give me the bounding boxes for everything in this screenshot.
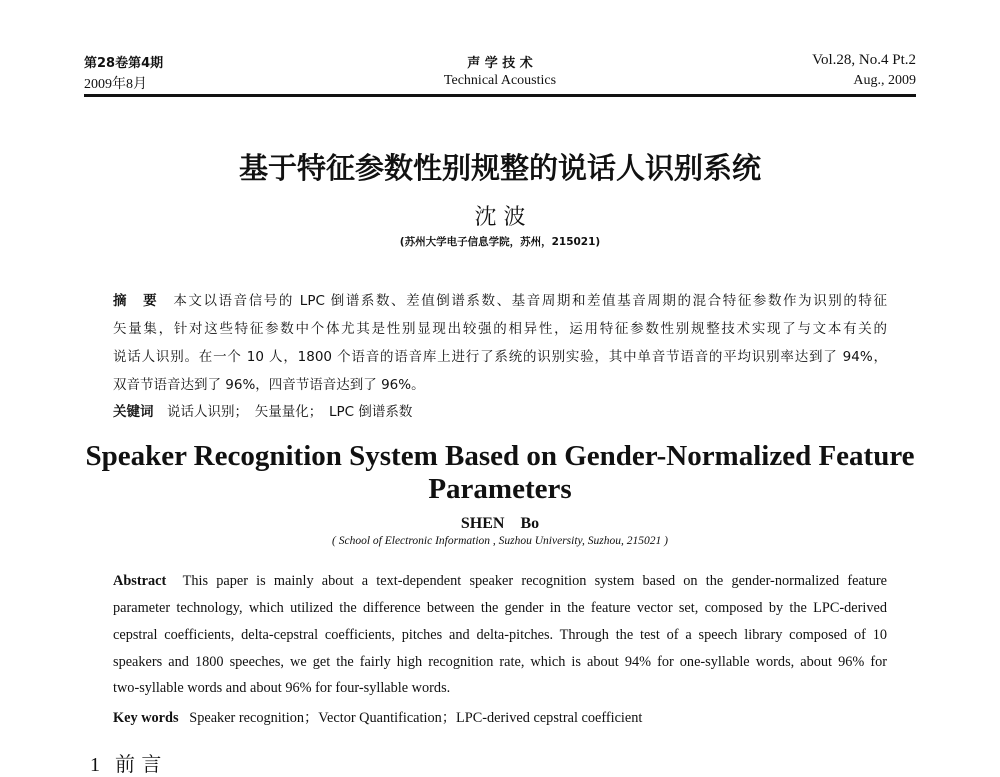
journal-en: Technical Acoustics bbox=[443, 73, 557, 88]
title-zh: 基于特征参数性别规整的说话人识别系统 bbox=[238, 151, 761, 185]
title-en-line2: Parameters bbox=[428, 473, 572, 505]
volume-zh: 第28卷第4期 bbox=[84, 56, 164, 71]
keywords-label-zh: 关键词 bbox=[113, 404, 154, 420]
abstract-line: 说话人识别。在一个 10 人，1800 个语音的语音库上进行了系统的识别实验，其中单音节语音的平均识别率达到了 94%， bbox=[113, 349, 887, 365]
abstract-line: parameter technology, which utilized the difference between the gender in the feature vector set, composed by the LPC-derived bbox=[113, 600, 887, 616]
title-en-line1: Speaker Recognition System Based on Gender-Normalized Feature bbox=[85, 440, 915, 472]
section-number: 1 bbox=[90, 754, 100, 776]
abstract-line: two-syllable words and about 96% for four-syllable words. bbox=[113, 680, 451, 696]
abstract-line: 双音节语音达到了 96%，四音节语音达到了 96%。 bbox=[113, 377, 425, 393]
section-title: 前 言 bbox=[115, 752, 162, 776]
affiliation-en: ( School of Electronic Information , Suzhou University, Suzhou, 215021 ) bbox=[332, 535, 668, 547]
header-rule bbox=[84, 94, 916, 97]
journal-zh: 声 学 技 术 bbox=[467, 56, 533, 71]
abstract-line: This paper is mainly about a text-dependent speaker recognition system based on the gender-normalized feature bbox=[182, 573, 887, 589]
abstract-line: cepstral coefficients, delta-cepstral coefficients, pitches and delta-pitches. Through the test of a speech library composed of 10 bbox=[113, 627, 887, 643]
abstract-label-zh: 摘 要 bbox=[113, 293, 159, 309]
abstract-line: speakers and 1800 speeches, we get the fairly high recognition rate, which is about 94% for one-syllable words, about 96% for bbox=[113, 654, 887, 670]
author-zh: 沈 波 bbox=[474, 205, 526, 230]
author-en: SHEN Bo bbox=[460, 515, 540, 532]
date-zh: 2009年8月 bbox=[84, 77, 147, 92]
section-heading bbox=[90, 748, 161, 777]
keywords-zh: 说话人识别； 矢量量化； LPC 倒谱系数 bbox=[167, 404, 413, 420]
abstract-line: 本文以语音信号的 LPC 倒谱系数、差值倒谱系数、基音周期和差值基音周期的混合特征参数作为识别的特征 bbox=[173, 293, 888, 309]
abstract-label-en: Abstract bbox=[113, 573, 167, 589]
keywords-label-en: Key words bbox=[113, 710, 179, 726]
keywords-en: Speaker recognition；Vector Quantification；LPC-derived cepstral coefficient bbox=[189, 710, 643, 726]
volume-en: Vol.28, No.4 Pt.2 bbox=[812, 52, 916, 68]
date-en: Aug., 2009 bbox=[853, 73, 916, 88]
affiliation-zh: (苏州大学电子信息学院，苏州，215021) bbox=[399, 236, 601, 248]
abstract-line: 矢量集，针对这些特征参数中个体尤其是性别显现出较强的相异性，运用特征参数性别规整技术实现了与文本有关的 bbox=[113, 321, 887, 337]
